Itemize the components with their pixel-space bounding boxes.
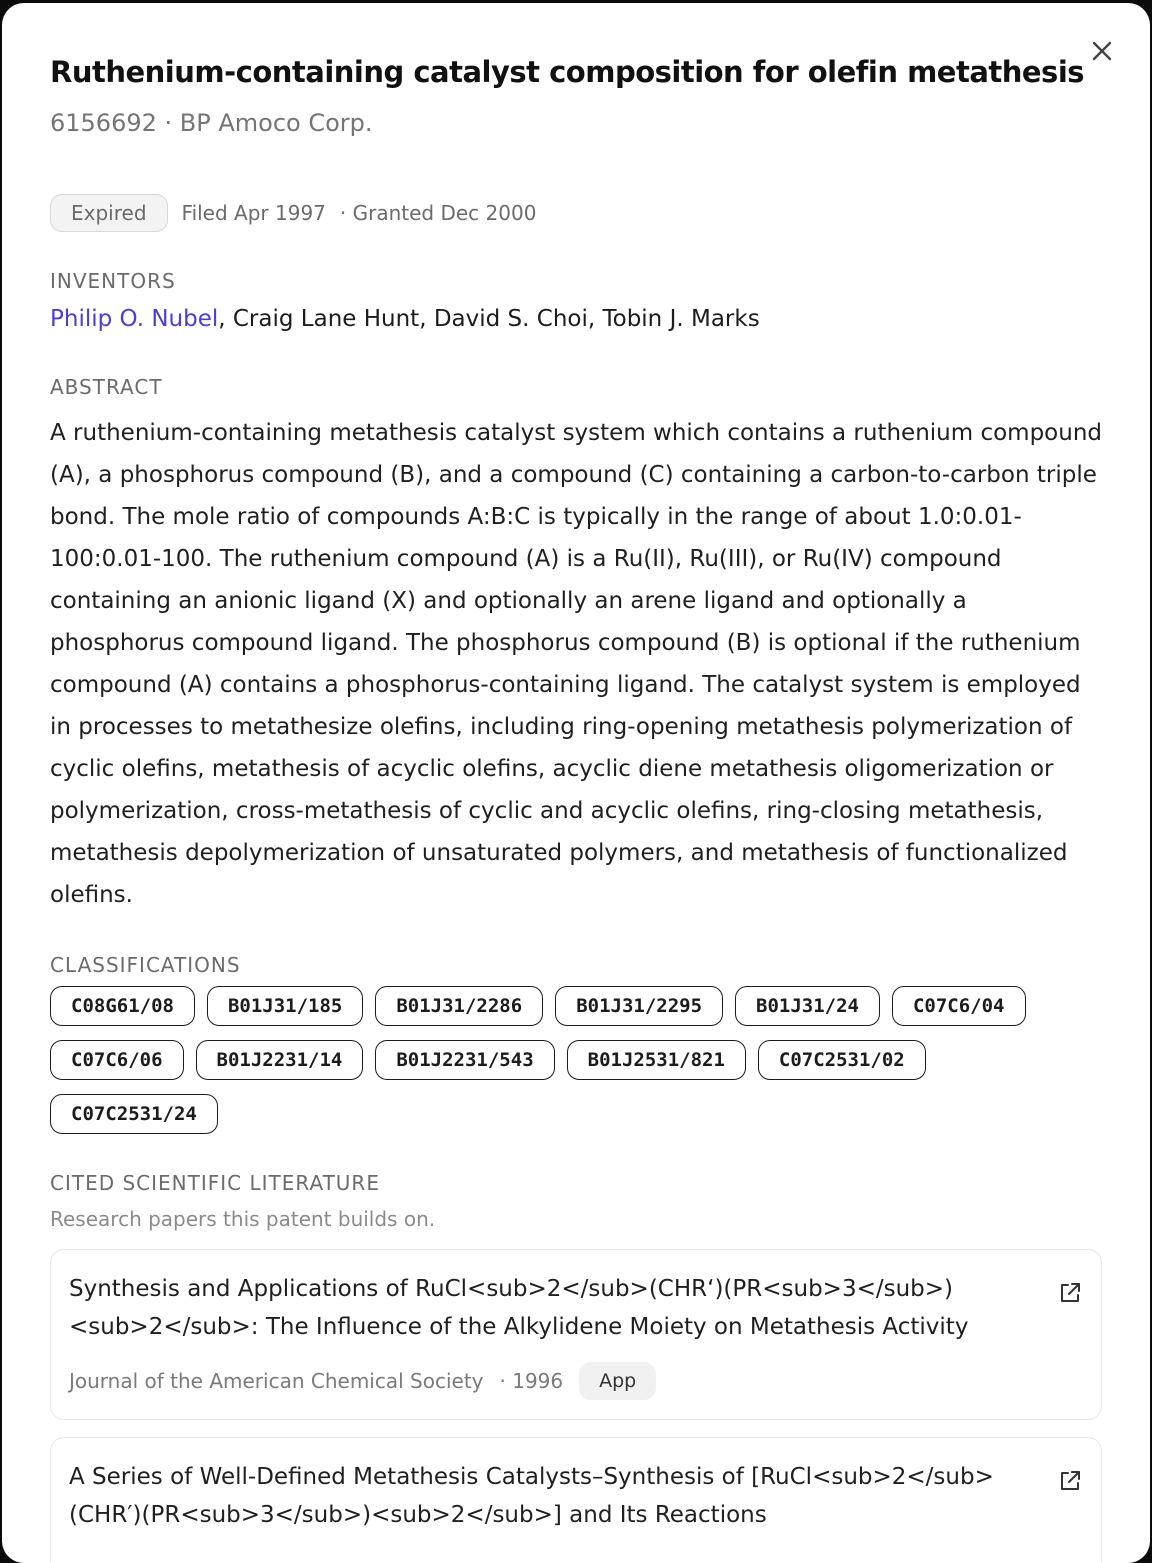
- classification-chip[interactable]: B01J31/2295: [555, 986, 723, 1026]
- paper-journal: Journal of the American Chemical Society: [69, 1369, 484, 1393]
- filed-date: Filed Apr 1997: [181, 201, 326, 225]
- close-icon[interactable]: [1084, 33, 1120, 69]
- paper-title: Synthesis and Applications of RuCl<sub>2</sub>(CHR‘)(PR<sub>3</sub>)<sub>2</sub>: The Influence of the Alkylidene Moiety on Metathesis Activity: [69, 1276, 969, 1340]
- inventors-list: [50, 306, 760, 332]
- paper-card[interactable]: [50, 1437, 1102, 1563]
- paper-meta: [69, 1360, 656, 1402]
- classification-chip[interactable]: B01J31/2286: [375, 986, 543, 1026]
- classification-chips: [50, 986, 1102, 1134]
- classification-chip[interactable]: B01J31/185: [207, 986, 363, 1026]
- lead-inventor-link[interactable]: Philip O. Nubel: [50, 306, 219, 332]
- classification-chip[interactable]: C07C6/06: [50, 1040, 184, 1080]
- abstract-text: A ruthenium-containing metathesis catalyst system which contains a ruthenium compound (A), a phosphorus compound (B), and a compound (C) containing a carbon-to-carbon triple bond. The mole ratio of compounds A:B:C is typically in the range of about 1.0:0.01-100:0.01-100. The ruthenium compound (A) is a Ru(II), Ru(III), or Ru(IV) compound containing an anionic ligand (X) and optionally an arene ligand and optionally a phosphorus compound ligand. The phosphorus compound (B) is optional if the ruthenium compound (A) contains a phosphorus-containing ligand. The catalyst system is employed in processes to metathesize olefins, including ring-opening metathesis polymerization of cyclic olefins, metathesis of acyclic olefins, acyclic diene metathesis oligomerization or polymerization, cross-metathesis of cyclic and acyclic olefins, ring-closing metathesis, metathesis depolymerization of unsaturated polymers, and metathesis of functionalized olefins.: [50, 420, 1103, 908]
- classifications-heading: CLASSIFICATIONS: [50, 953, 241, 977]
- external-link-icon[interactable]: [1057, 1280, 1083, 1306]
- inventors-heading: INVENTORS: [50, 269, 176, 293]
- granted-date: · Granted Dec 2000: [339, 201, 537, 225]
- literature-description: Research papers this patent builds on.: [50, 1207, 436, 1231]
- paper-tag: App: [579, 1362, 656, 1400]
- classification-chip[interactable]: C08G61/08: [50, 986, 195, 1026]
- abstract-heading: ABSTRACT: [50, 375, 163, 399]
- paper-title: A Series of Well-Defined Metathesis Catalysts–Synthesis of [RuCl<sub>2</sub>(CHR′)(PR<sub>3</sub>)<sub>2</sub>] and Its Reactions: [69, 1464, 994, 1528]
- paper-year: · 1996: [499, 1369, 564, 1393]
- patent-title: Ruthenium-containing catalyst composition for olefin metathesis: [50, 55, 1085, 89]
- patent-number-assignee: 6156692 · BP Amoco Corp.: [50, 109, 373, 137]
- classification-chip[interactable]: B01J2531/821: [567, 1040, 746, 1080]
- classification-chip[interactable]: B01J2231/543: [375, 1040, 554, 1080]
- classification-chip[interactable]: C07C2531/24: [50, 1094, 218, 1134]
- classification-chip[interactable]: C07C6/04: [892, 986, 1026, 1026]
- status-row: [50, 193, 536, 233]
- classification-chip[interactable]: B01J31/24: [735, 986, 880, 1026]
- classification-chip[interactable]: C07C2531/02: [758, 1040, 926, 1080]
- paper-card[interactable]: [50, 1249, 1102, 1420]
- patent-detail-modal: [2, 3, 1150, 1563]
- status-badge: Expired: [50, 194, 168, 232]
- external-link-icon[interactable]: [1057, 1468, 1083, 1494]
- other-inventors: , Craig Lane Hunt, David S. Choi, Tobin J. Marks: [218, 306, 760, 332]
- literature-heading: CITED SCIENTIFIC LITERATURE: [50, 1171, 380, 1195]
- classification-chip[interactable]: B01J2231/14: [196, 1040, 364, 1080]
